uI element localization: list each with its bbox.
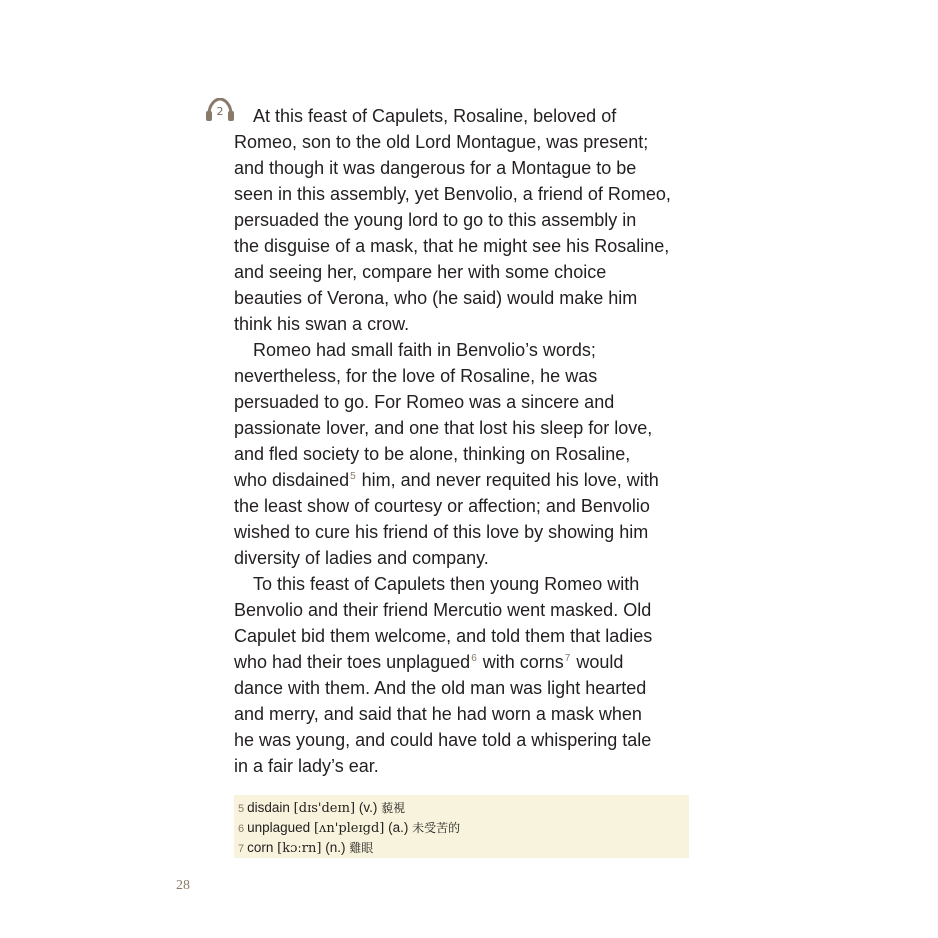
text-line: the disguise of a mask, that he might see his Rosaline, bbox=[234, 236, 670, 256]
text-line: and merry, and said that he had worn a mask when bbox=[234, 704, 642, 724]
text-line: in a fair lady’s ear. bbox=[234, 756, 379, 776]
audio-track-badge[interactable] bbox=[205, 98, 237, 124]
footnote-marker[interactable]: 6 bbox=[471, 653, 477, 664]
text-line: the least show of courtesy or affection; and Benvolio bbox=[234, 496, 650, 516]
page-number: 28 bbox=[176, 878, 190, 893]
story-text bbox=[234, 103, 704, 779]
text-line: diversity of ladies and company. bbox=[234, 548, 489, 568]
footnote-entry: 5 disdain [dɪs'deɪn] (v.) 藐視 bbox=[238, 800, 406, 816]
text-line: Capulet bid them welcome, and told them that ladies bbox=[234, 626, 653, 646]
text-line: persuaded to go. For Romeo was a sincere and bbox=[234, 392, 615, 412]
text-line: Benvolio and their friend Mercutio went masked. Old bbox=[234, 600, 652, 620]
text-line: he was young, and could have told a whispering tale bbox=[234, 730, 652, 750]
footnote-marker[interactable]: 5 bbox=[350, 471, 356, 482]
text-line: nevertheless, for the love of Rosaline, he was bbox=[234, 366, 598, 386]
text-line: dance with them. And the old man was light hearted bbox=[234, 678, 647, 698]
text-line: and fled society to be alone, thinking on Rosaline, bbox=[234, 444, 631, 464]
text-line-with-footnote: who had their toes unplagued$^6$ with corns$^7$ would bbox=[234, 652, 624, 672]
footnote-entry: 7 corn [kɔːrn] (n.) 雞眼 bbox=[238, 840, 374, 856]
text-line: Romeo had small faith in Benvolio’s words; bbox=[253, 340, 596, 360]
text-line: persuaded the young lord to go to this assembly in bbox=[234, 210, 637, 230]
vocabulary-footnotes bbox=[234, 795, 689, 858]
text-line: and though it was dangerous for a Montague to be bbox=[234, 158, 637, 178]
text-line: At this feast of Capulets, Rosaline, beloved of bbox=[253, 106, 617, 126]
text-line: wished to cure his friend of this love by showing him bbox=[234, 522, 649, 542]
text-line: Romeo, son to the old Lord Montague, was present; bbox=[234, 132, 649, 152]
text-line: beauties of Verona, who (he said) would make him bbox=[234, 288, 638, 308]
text-line: To this feast of Capulets then young Romeo with bbox=[253, 574, 640, 594]
text-line: seen in this assembly, yet Benvolio, a friend of Romeo, bbox=[234, 184, 671, 204]
text-line-with-footnote: who disdained$^5$ him, and never requited his love, with bbox=[234, 470, 659, 490]
text-line: passionate lover, and one that lost his sleep for love, bbox=[234, 418, 653, 438]
footnote-entry: 6 unplagued [ʌn'pleɪgd] (a.) 未受苦的 bbox=[238, 820, 461, 836]
text-line: and seeing her, compare her with some choice bbox=[234, 262, 607, 282]
footnote-marker[interactable]: 7 bbox=[564, 653, 571, 664]
audio-track-number: 2 bbox=[216, 105, 224, 118]
text-line: think his swan a crow. bbox=[234, 314, 410, 334]
